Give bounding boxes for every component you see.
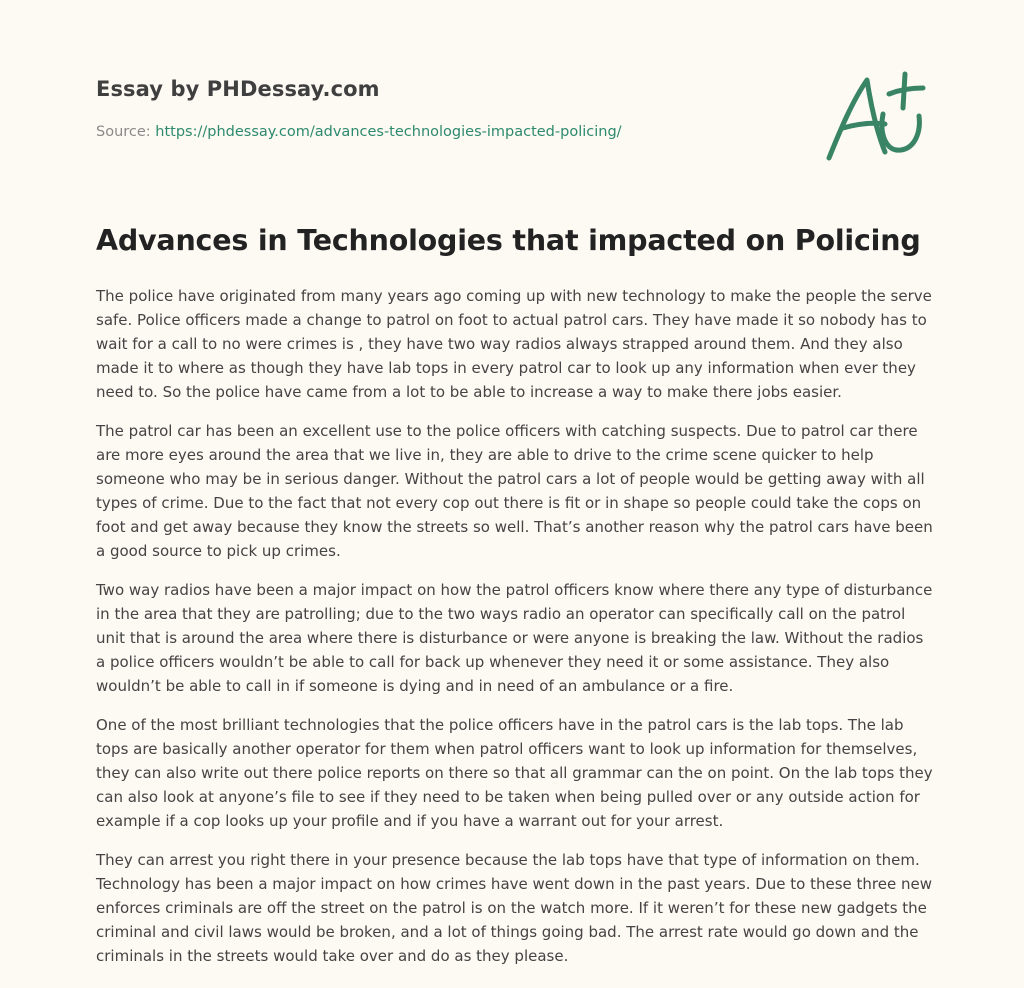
essay-paragraph: One of the most brilliant technologies that the police officers have in the patrol cars is the lab tops. The lab tops are basically another operator for them when patrol officers want to look up information for themselves, they can also write out there police reports on there so that all grammar can the on point. On the lab tops they can also look at anyone’s file to see if they need to be taken when being pulled over or any outside action for example if a cop looks up your profile and if you have a warrant out for your arrest.	[96, 716, 933, 830]
essay-paragraph: Two way radios have been a major impact on how the patrol officers know where there any type of disturbance in the area that they are patrolling; due to the two ways radio an operator can specifically call on the patrol unit that is around the area where there is disturbance or were anyone is breaking the law. Without the radios a police officers wouldn’t be able to call for back up whenever they need it or some assistance. They also wouldn’t be able to call in if someone is dying and in need of an ambulance or a fire.	[96, 581, 933, 695]
site-brand: Essay by PHDessay.com	[96, 77, 380, 101]
a-plus-grade-icon	[823, 66, 933, 166]
essay-paragraph: They can arrest you right there in your presence because the lab tops have that type of information on them. Technology has been a major impact on how crimes have went down in the past years. Due to these three new enforces criminals are off the street on the patrol is on the watch more. If it weren’t for these new gadgets the criminal and civil laws would be broken, and a lot of things going bad. The arrest rate would go down and the criminals in the streets would take over and do as they please.	[96, 851, 932, 965]
essay-paragraph: The police have originated from many years ago coming up with new technology to make the people the serve safe. Police officers made a change to patrol on foot to actual patrol cars. They have made it so nobody has to wait for a call to no were crimes is , they have two way radios always strapped around them. And they also made it to where as though they have lab tops in every patrol car to look up any information when ever they need to. So the police have came from a lot to be able to increase a way to make there jobs easier.	[96, 287, 932, 401]
page-header	[96, 0, 929, 200]
source-link[interactable]: https://phdessay.com/advances-technologies-impacted-policing/	[155, 124, 622, 140]
essay-paragraph: The patrol car has been an excellent use to the police officers with catching suspects. Due to patrol car there are more eyes around the area that we live in, they are able to drive to the crime scene quicker to help someone who may be in serious danger. Without the patrol cars a lot of people would be getting away with all types of crime. Due to the fact that not every cop out there is fit or in shape so people could take the cops on foot and get away because they know the streets so well. That’s another reason why the patrol cars have been a good source to pick up crimes.	[96, 422, 933, 560]
essay-title: Advances in Technologies that impacted on Policing	[96, 224, 921, 257]
source-line	[96, 124, 622, 140]
essay-body	[96, 284, 936, 983]
source-label: Source:	[96, 124, 156, 140]
